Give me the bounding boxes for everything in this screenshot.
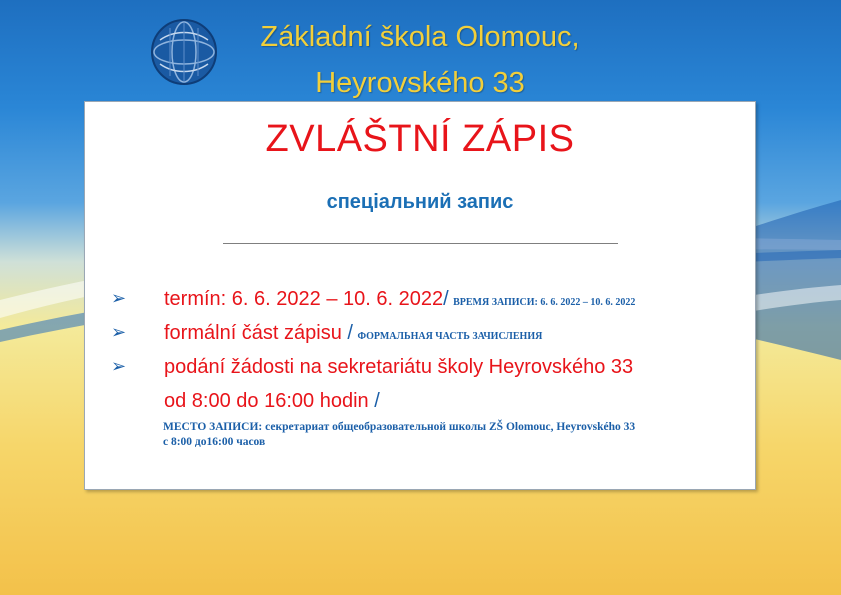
term-text: termín: 6. 6. 2022 – 10. 6. 2022 [164, 288, 444, 310]
announcement-subtitle: спеціальний запис [326, 191, 514, 213]
location-note-line2: с 8:00 до16:00 часов [163, 436, 266, 448]
term-translation: ВРЕМЯ ЗАПИСИ: 6. 6. 2022 – 10. 6. 2022 [453, 297, 636, 308]
formal-part-text: formální část zápisu [164, 322, 342, 344]
slash-separator: / [443, 288, 449, 310]
divider-line [223, 243, 618, 244]
arrow-bullet-icon: ➢ [111, 322, 127, 343]
announcement-title: ZVLÁŠTNÍ ZÁPIS [265, 118, 575, 160]
announcement-card [84, 101, 756, 490]
slash-separator: / [341, 322, 353, 344]
arrow-bullet-icon: ➢ [111, 288, 127, 309]
formal-part-translation: ФОРМАЛЬНАЯ ЧАСТЬ ЗАЧИСЛЕНИЯ [357, 331, 543, 342]
school-name-line2: Heyrovského 33 [315, 67, 525, 99]
school-name-line1: Základní škola Olomouc, [260, 21, 580, 53]
hours-text: od 8:00 do 16:00 hodin [164, 390, 369, 412]
application-text: podání žádosti na sekretariátu školy Heyrovského 33 [164, 356, 634, 378]
slash-separator: / [368, 390, 380, 412]
school-title [200, 14, 640, 106]
arrow-bullet-icon: ➢ [111, 356, 127, 377]
location-note-line1: МЕСТО ЗАПИСИ: секретариат общеобразовательной школы ZŠ Olomouc, Heyrovského 33 [163, 421, 636, 433]
location-note [163, 420, 733, 450]
